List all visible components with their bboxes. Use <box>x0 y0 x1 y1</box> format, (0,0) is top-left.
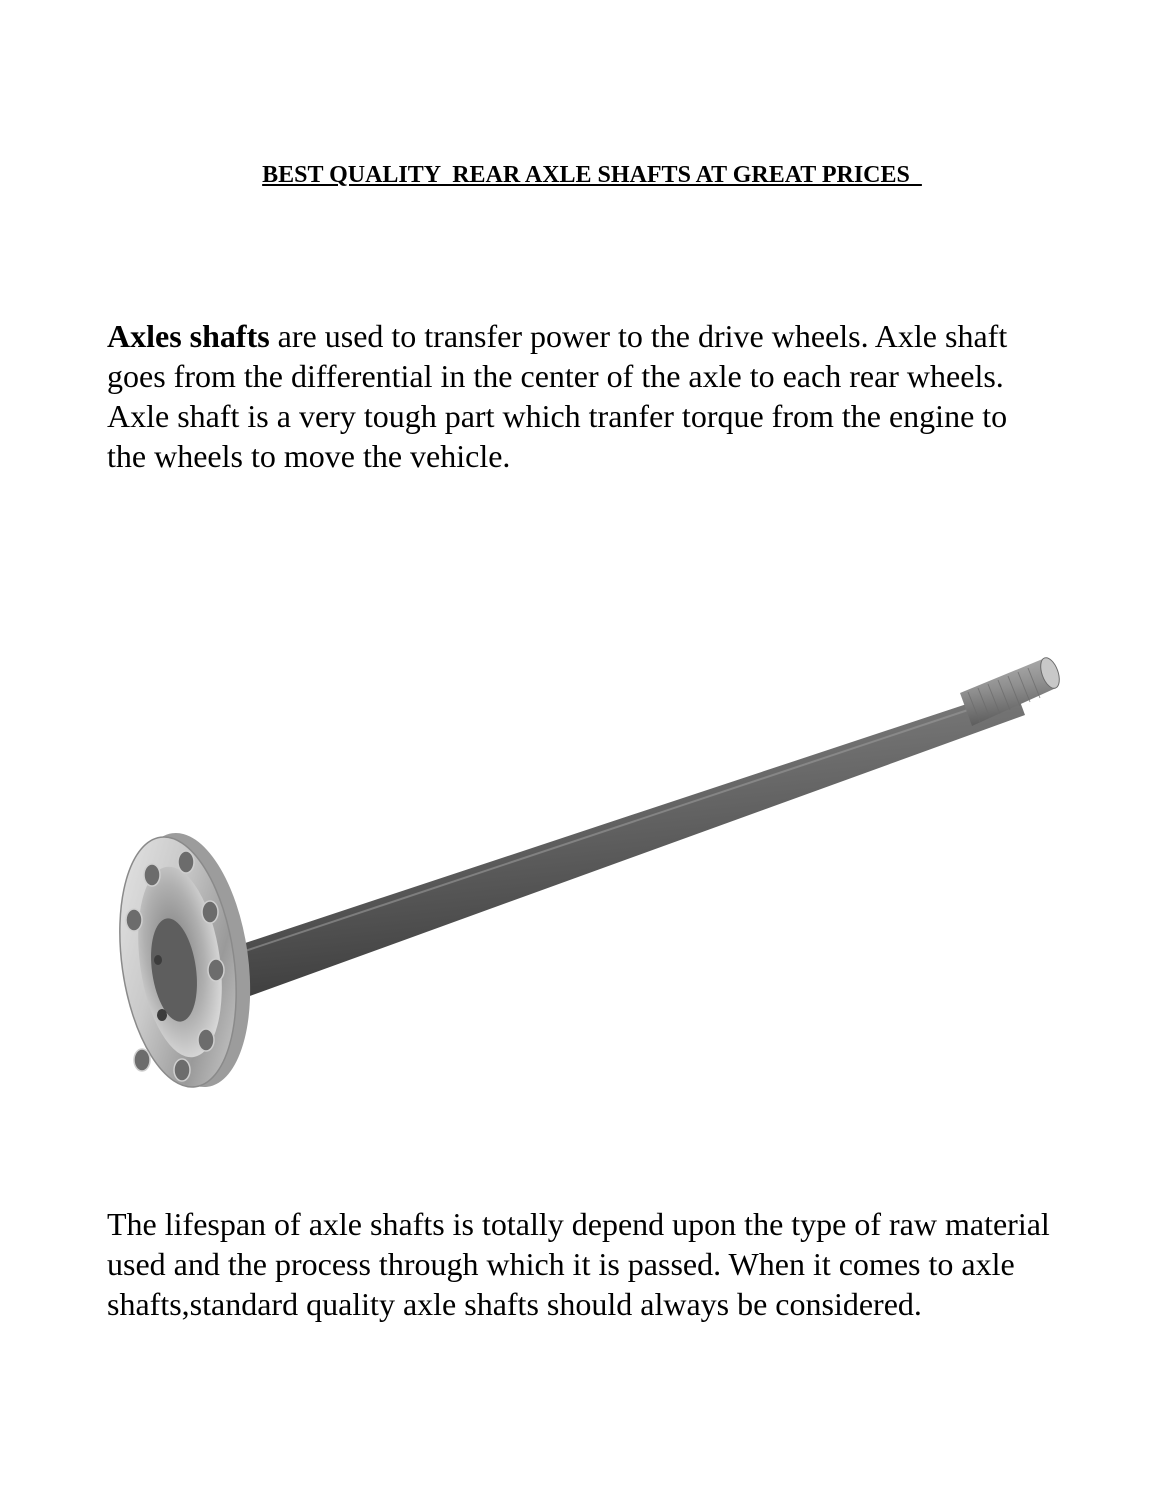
axle-shaft-photo <box>100 630 1080 1130</box>
lifespan-paragraph: The lifespan of axle shafts is totally depend upon the type of raw material used and the process through which it is passed. When it comes to axle shafts,standard quality axle shafts should always be considered. <box>107 1206 1050 1322</box>
intro-paragraph <box>107 316 1052 476</box>
page-heading: BEST QUALITY REAR AXLE SHAFTS AT GREAT PRICES <box>262 162 922 188</box>
shaft-body <box>215 688 1025 1005</box>
flange <box>105 825 265 1095</box>
intro-lead-term: Axles shafts <box>107 318 270 354</box>
intro-body-text: are used to transfer power to the drive wheels. Axle shaft goes from the differential in the center of the axle to each rear wheels. Axle shaft is a very tough part which tranfer torque from the engine to the wheels to move the vehicle. <box>107 318 1008 474</box>
